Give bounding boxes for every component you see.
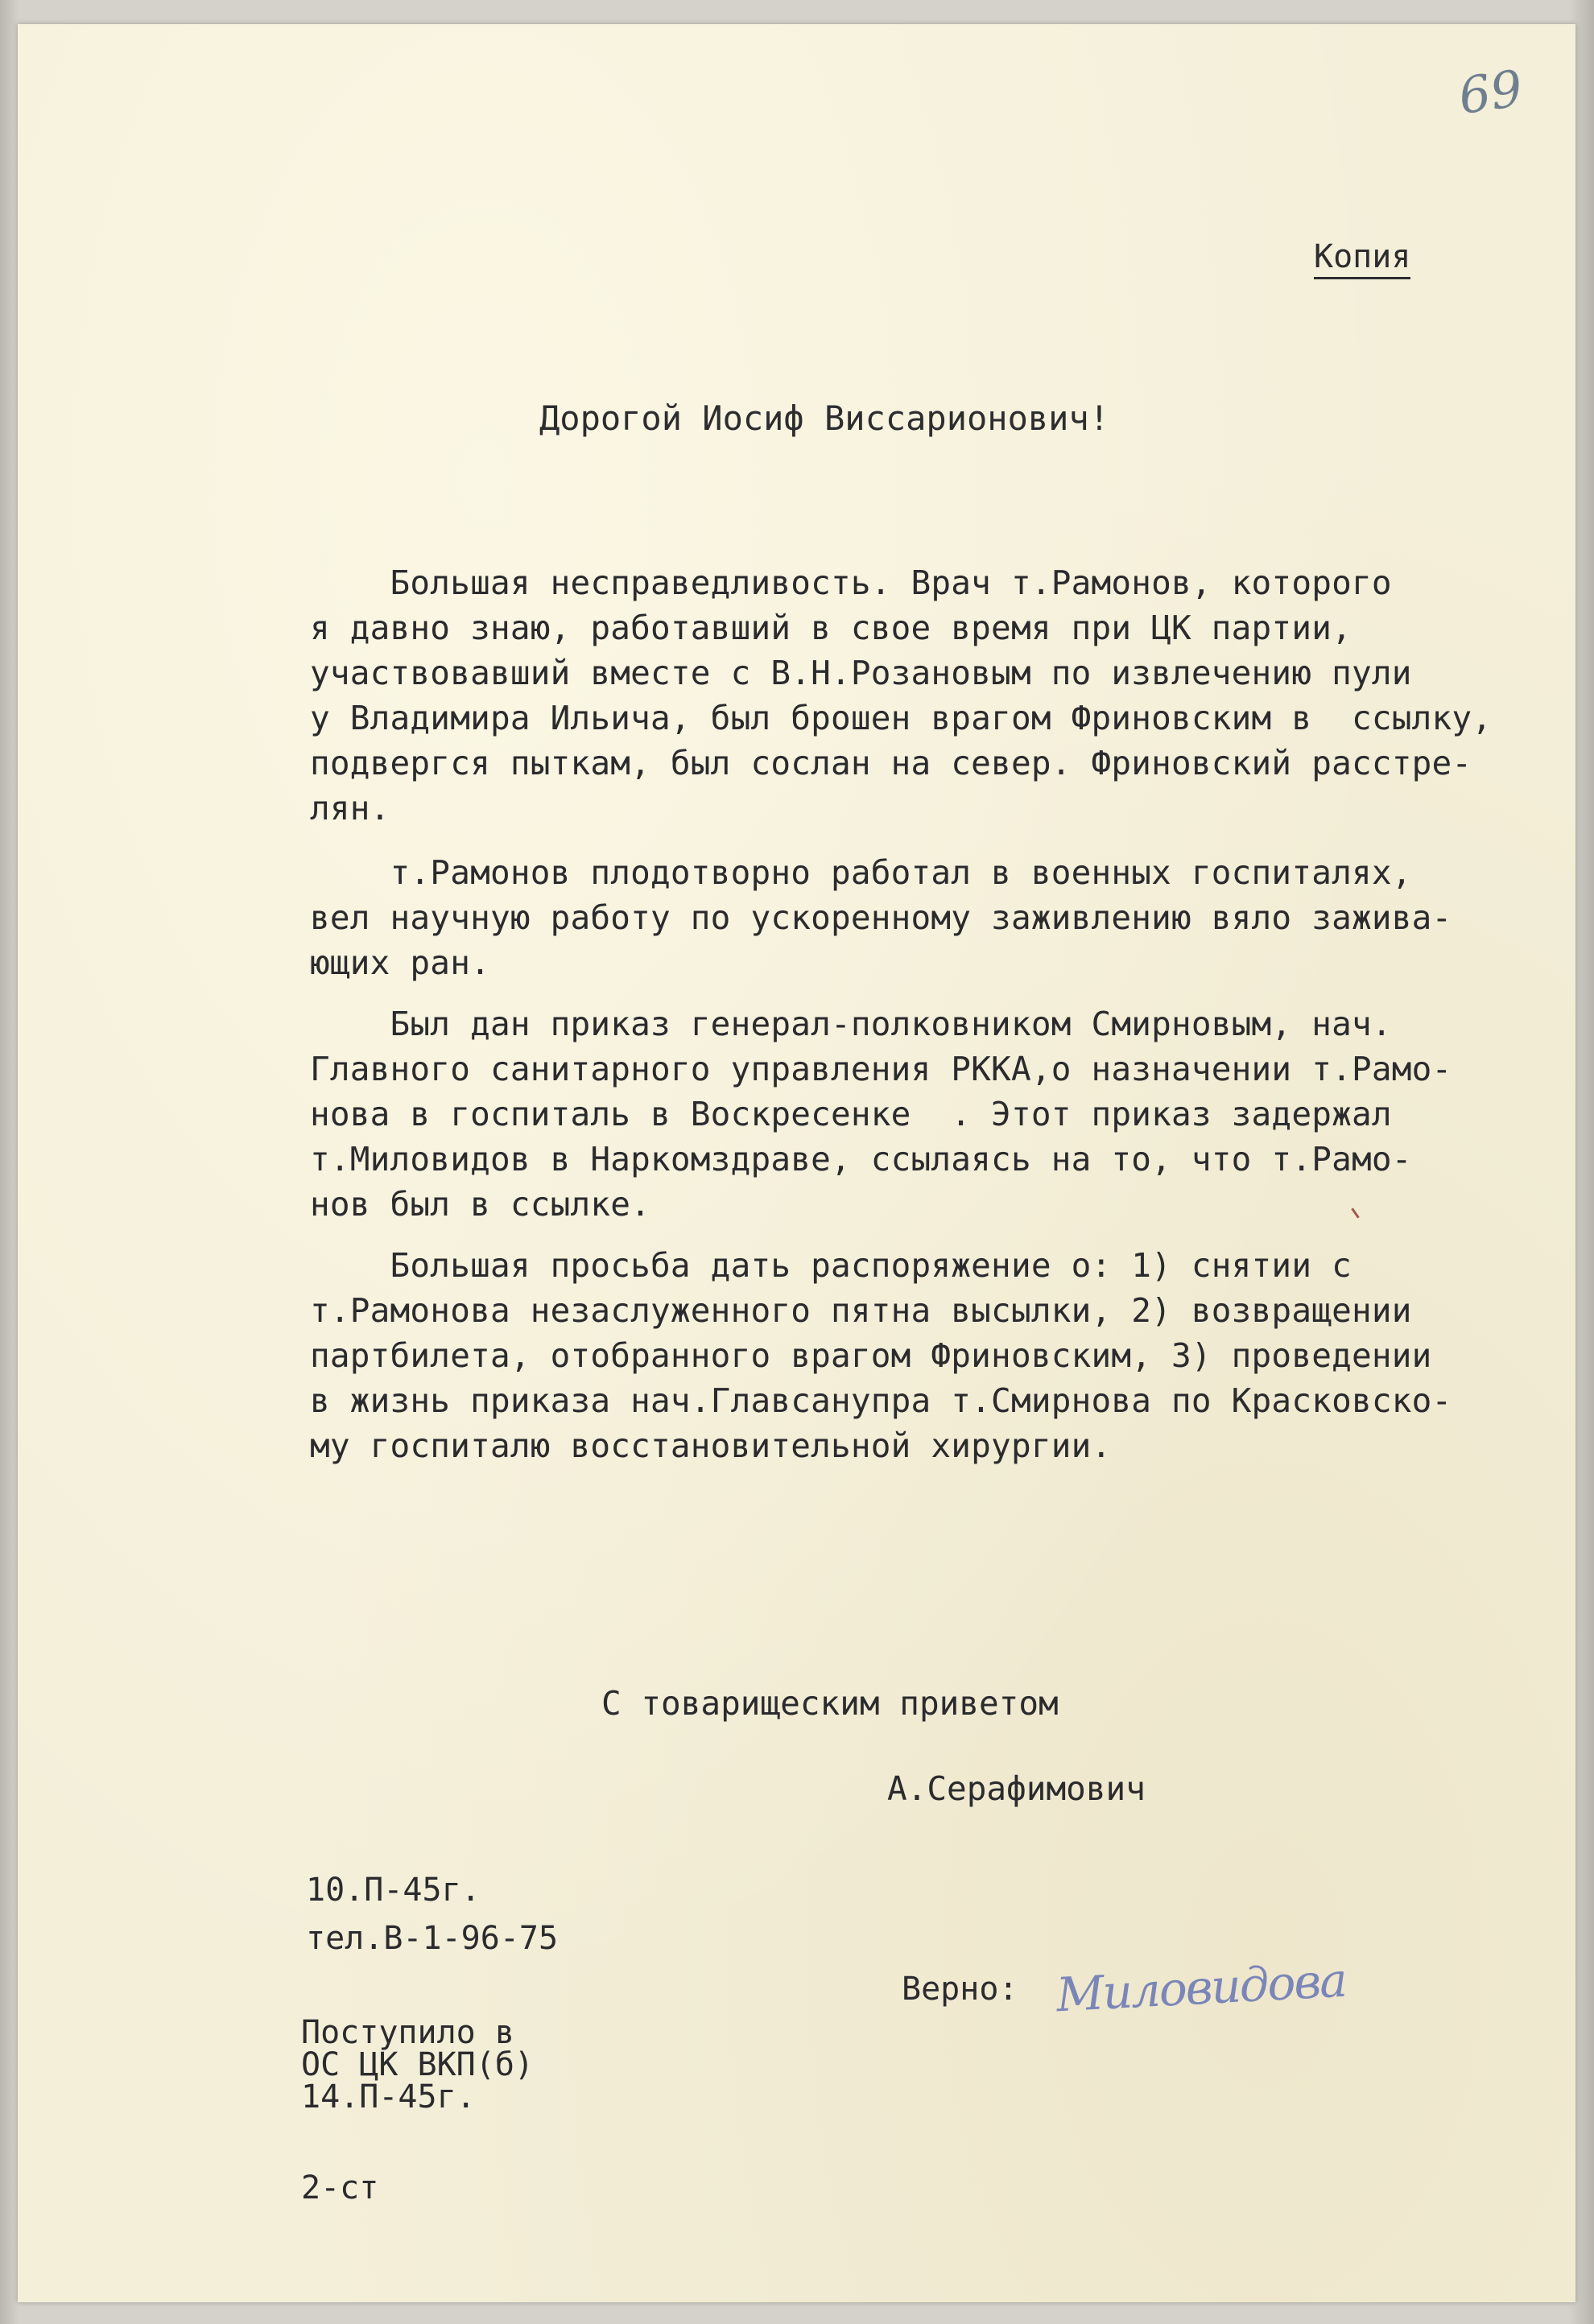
body-line-11: Главного санитарного управления РККА,о назначении т.Рамо- — [310, 1050, 1452, 1088]
document-sheet — [18, 24, 1575, 2302]
body-line-14: нов был в ссылке. — [310, 1185, 651, 1224]
body-line-13: т.Миловидов в Наркомздраве, ссылаясь на то, что т.Рамо- — [310, 1140, 1412, 1179]
body-line-1: Большая несправедливость. Врач т.Рамонов, которого — [310, 563, 1392, 602]
sender-name: А.Серафимович — [887, 1769, 1146, 1808]
received-line-3: 14.П-45г. — [301, 2078, 476, 2116]
received-line-1: Поступило в — [301, 2014, 514, 2051]
body-line-7: т.Рамонов плодотворно работал в военных госпиталях, — [310, 853, 1412, 892]
received-line-2: ОС ЦК ВКП(б) — [301, 2046, 534, 2083]
salutation: Дорогой Иосиф Виссарионович! — [539, 398, 1110, 438]
body-line-9: ющих ран. — [310, 943, 490, 982]
body-line-5: подвергся пыткам, был сослан на север. Фриновский расстре- — [310, 744, 1472, 782]
body-line-19: му госпиталю восстановительной хирургии. — [310, 1426, 1112, 1465]
body-line-18: в жизнь приказа нач.Главсанупра т.Смирнова по Красковско- — [310, 1381, 1452, 1420]
closing-greeting: С товарищеским приветом — [601, 1684, 1059, 1723]
copies-note: 2-ст — [301, 2169, 379, 2206]
body-line-3: участвовавший вместе с В.Н.Розановым по извлечению пули — [310, 654, 1412, 692]
copy-label: Копия — [1314, 240, 1410, 279]
body-line-12: нова в госпиталь в Воскресенке . Этот приказ задержал — [310, 1095, 1392, 1133]
body-line-2: я давно знаю, работавший в свое время при ЦК партии, — [310, 609, 1352, 647]
body-line-10: Был дан приказ генерал-полковником Смирновым, нач. — [310, 1005, 1392, 1043]
body-line-4: у Владимира Ильича, был брошен врагом Фриновским в ссылку, — [310, 699, 1493, 737]
body-line-6: лян. — [310, 789, 390, 828]
body-line-15: Большая просьба дать распоряжение о: 1) снятии с — [310, 1246, 1352, 1285]
sender-phone: тел.В-1-96-75 — [306, 1920, 559, 1957]
ink-mark — [1351, 1207, 1359, 1218]
letter-date: 10.П-45г. — [306, 1872, 481, 1909]
page-number: 69 — [1455, 58, 1526, 126]
body-line-8: вел научную работу по ускоренному заживлению вяло заживa- — [310, 898, 1452, 937]
body-line-16: т.Рамонова незаслуженного пятна высылки, 2) возвращении — [310, 1291, 1412, 1330]
verifier-signature: Миловидова — [1055, 1952, 1348, 2023]
verified-label: Верно: — [902, 1971, 1018, 2008]
body-line-17: партбилета, отобранного врагом Фриновским, 3) проведении — [310, 1336, 1432, 1375]
